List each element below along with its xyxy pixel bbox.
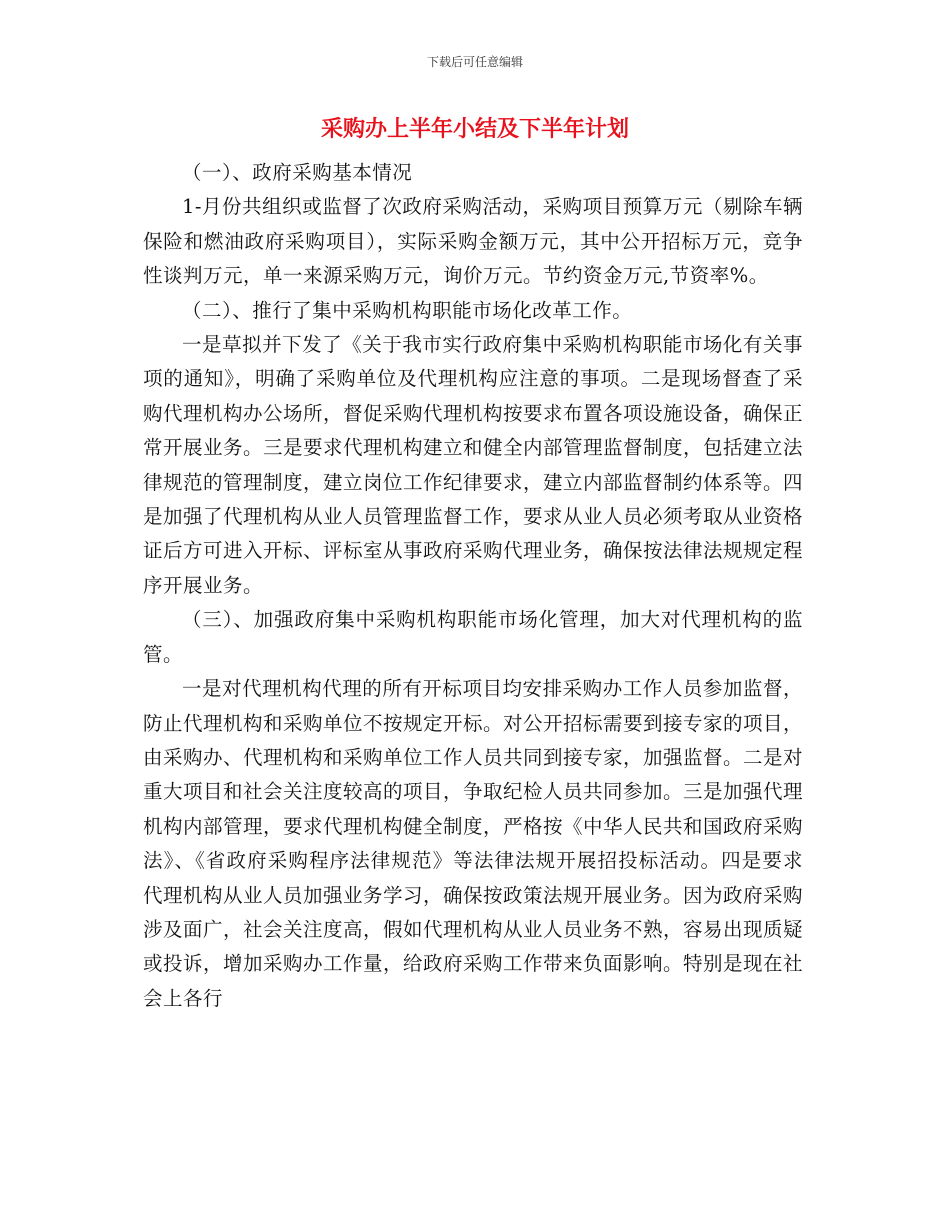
document-title: 采购办上半年小结及下半年计划 xyxy=(320,117,629,142)
section-heading-2: （二）、推行了集中采购机构职能市场化改革工作。 xyxy=(182,298,633,322)
body-paragraph: 1-月份共组织或监督了次政府采购活动，采购项目预算万元（剔除车辆保险和燃油政府采购项目），实际采购金额万元，其中公开招标万元，竞争性谈判万元，单一来源采购万元，询价万元。节约资金万元,节资率%。 xyxy=(143,195,803,288)
section-heading-1: （一）、政府采购基本情况 xyxy=(182,161,413,184)
body-paragraph: 一是对代理机构代理的所有开标项目均安排采购办工作人员参加监督，防止代理机构和采购单位不按规定开标。对公开招标需要到接专家的项目，由采购办、代理机构和采购单位工作人员共同到接专家，加强监督。二是对重大项目和社会关注度较高的项目，争取纪检人员共同参加。三是加强代理机构内部管理，要求代理机构健全制度，严格按《中华人民共和国政府采购法》、《省政府采购程序法律规范》等法律法规开展招投标活动。四是要求代理机构从业人员加强业务学习，确保按政策法规开展业务。因为政府采购涉及面广，社会关注度高，假如代理机构从业人员业务不熟，容易出现质疑或投诉，增加采购办工作量，给政府采购工作带来负面影响。特别是现在社会上各行 xyxy=(143,677,804,1010)
body-paragraph: 一是草拟并下发了《关于我市实行政府集中采购机构职能市场化有关事项的通知》，明确了采购单位及代理机构应注意的事项。二是现场督查了采购代理机构办公场所，督促采购代理机构按要求布置各项设施设备，确保正常开展业务。三是要求代理机构建立和健全内部管理监督制度，包括建立法律规范的管理制度，建立岗位工作纪律要求，建立内部监督制约体系等。四是加强了代理机构从业人员管理监督工作，要求从业人员必须考取从业资格证后方可进入开标、评标室从事政府采购代理业务，确保按法律法规规定程序开展业务。 xyxy=(143,333,804,597)
header-note: 下载后可任意编辑 xyxy=(426,55,523,69)
document-body xyxy=(143,156,803,1016)
section-heading-3: （三）、加强政府集中采购机构职能市场化管理，加大对代理机构的监管。 xyxy=(143,608,803,666)
